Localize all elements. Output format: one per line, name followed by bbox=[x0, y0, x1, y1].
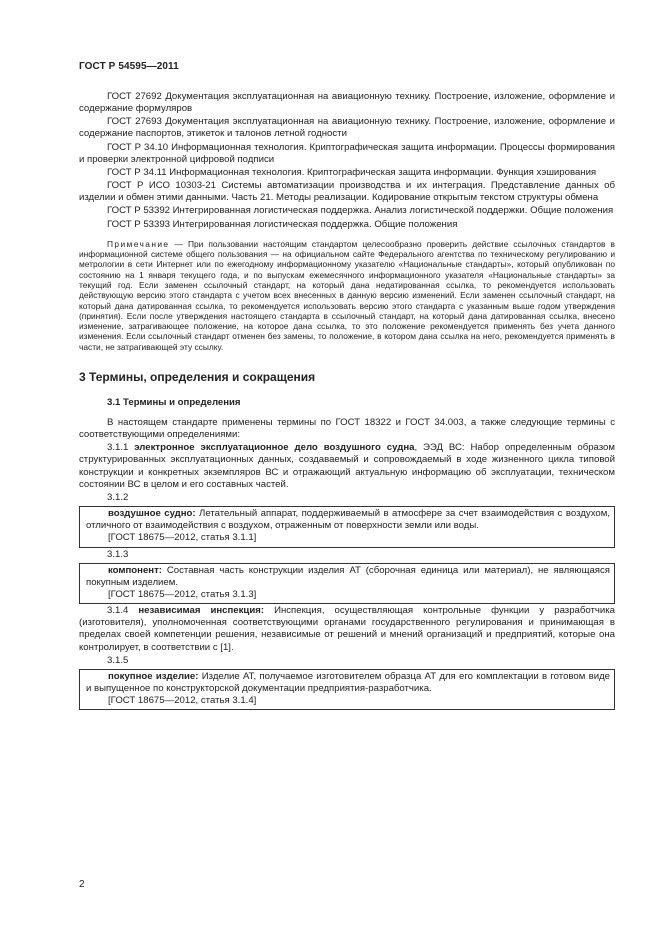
reference-gost-r-34-11: ГОСТ Р 34.11 Информационная технология. Криптографическая защита информации. Функция хэширования bbox=[107, 166, 597, 178]
term-number-3-1-5: 3.1.5 bbox=[107, 654, 129, 666]
reference-gost-r-53393: ГОСТ Р 53393 Интегрированная логистическая поддержка. Общие положения bbox=[107, 218, 458, 230]
term-number-3-1-2: 3.1.2 bbox=[107, 491, 129, 503]
section-heading: 3 Термины, определения и сокращения bbox=[79, 369, 316, 384]
subsection-heading: 3.1 Термины и определения bbox=[107, 396, 241, 408]
term-3-1-5 bbox=[86, 671, 610, 695]
term-3-1-1 bbox=[79, 442, 615, 491]
term-definition: Составная часть конструкции изделия АТ (сборочная единица или материал), не являющаяся покупным изделием. bbox=[86, 564, 610, 588]
reference-gost-r-53392: ГОСТ Р 53392 Интегрированная логистическая поддержка. Анализ логистической поддержки. Общие положения bbox=[107, 205, 614, 217]
reference-gost-r-34-10: ГОСТ Р 34.10 Информационная технология. Криптографическая защита информации. Процессы формирования и проверки электронной цифровой подписи bbox=[79, 141, 615, 165]
references-note bbox=[79, 239, 615, 352]
note-text: — При пользовании настоящим стандартом целесообразно проверить действие ссылочных стандартов в информационной системе общего пользования — на официальном сайте Федерального агентства по техническому регулированию и метрологии в сети Интернет или по ежегодному информационному указателю «Национальные стандарты», который опубликован по состоянию на 1 января текущего года, и по выпускам ежемесячного информационного указателя «Национальные стандарты» за текущий год. Если заменен ссылочный стандарт, на который дана недатированная ссылка, то рекомендуется использовать действующую версию этого стандарта с учетом всех внесенных в данную версию изменений. Если заменен ссылочный стандарт, на который дана датированная ссылка, то рекомендуется использовать версию этого стандарта с указанным выше годом утверждения (принятия). Если после утверждения настоящего стандарта в ссылочный стандарт, на который дана датированная ссылка, внесено изменение, затрагивающее положение, на которое дана ссылка, то это положение рекомендуется применять без учета данного изменения. Если ссылочный стандарт отменен без замены, то положение, в котором дана ссылка на него, рекомендуется применять в части, не затрагивающей эту ссылку. bbox=[79, 238, 615, 352]
term-definition: Летательный аппарат, поддерживаемый в атмосфере за счет взаимодействия с воздухом, отличного от взаимодействия с воздухом, отраженным от поверхности земли или воды. bbox=[86, 508, 610, 532]
reference-gost-r-iso-10303-21: ГОСТ Р ИСО 10303-21 Системы автоматизации производства и их интеграция. Представление данных об изделии и обмен этими данными. Часть 21. Методы реализации. Кодирование открытым текстом структуры обмена bbox=[79, 180, 615, 204]
term-number-3-1-3: 3.1.3 bbox=[107, 548, 129, 560]
term-3-1-4 bbox=[79, 605, 615, 654]
page-header: ГОСТ Р 54595—2011 bbox=[79, 61, 179, 72]
terms-intro: В настоящем стандарте применены термины по ГОСТ 18322 и ГОСТ 34.003, а также следующие термины с соответствующими определениями: bbox=[79, 416, 615, 441]
term-3-1-3 bbox=[86, 565, 610, 589]
note-label: Примечание bbox=[107, 238, 170, 249]
term-box-3-1-2 bbox=[79, 506, 615, 547]
term-number: 3.1.4 bbox=[107, 605, 139, 617]
term-definition: , ЭЭД ВС: Набор определенным образом структурированных эксплуатационных данных, создаваемый и сопровождаемый в ходе жизненного цикла типовой конструкции и конкретных экземпляров ВС и отражающий актуальную информацию об эксплуатации, техническом состоянии ВС в целом и его составных частей. bbox=[79, 442, 615, 490]
term-name: электронное эксплуатационное дело воздушного судна bbox=[134, 442, 415, 454]
term-source-ref: [ГОСТ 18675—2012, статья 3.1.3] bbox=[108, 589, 257, 601]
term-box-3-1-3 bbox=[79, 563, 615, 604]
term-3-1-2 bbox=[86, 508, 610, 532]
page-body bbox=[79, 91, 615, 710]
term-name: независимая инспекция: bbox=[138, 605, 265, 617]
term-box-3-1-5 bbox=[79, 669, 615, 710]
term-number: 3.1.1 bbox=[107, 442, 135, 454]
reference-gost-27693: ГОСТ 27693 Документация эксплуатационная на авиационную технику. Построение, изложение, оформление и содержание паспортов, этикеток и талонов летной годности bbox=[79, 116, 615, 140]
term-definition: Инспекция, осуществляющая контрольные функции у разработчика (изготовителя), уполномоченная соответствующими органами государственного регулирования и принимающая в пределах своей компетенции решения, независимые от решений и мнений организаций и предприятий, которые она контролирует, в соответствии с [1]. bbox=[79, 605, 615, 653]
term-source-ref: [ГОСТ 18675—2012, статья 3.1.1] bbox=[108, 532, 257, 544]
reference-gost-27692: ГОСТ 27692 Документация эксплуатационная на авиационную технику. Построение, изложение, оформление и содержание формуляров bbox=[79, 91, 615, 115]
term-name: покупное изделие: bbox=[108, 670, 199, 682]
page-number: 2 bbox=[79, 879, 85, 890]
term-source-ref: [ГОСТ 18675—2012, статья 3.1.4] bbox=[108, 695, 257, 707]
term-name: воздушное судно: bbox=[108, 508, 196, 520]
term-definition: Изделие АТ, получаемое изготовителем образца АТ для его комплектации в готовом виде и выпущенное по конструкторской документации предприятия-разработчика. bbox=[86, 670, 610, 695]
term-name: компонент: bbox=[108, 564, 162, 576]
